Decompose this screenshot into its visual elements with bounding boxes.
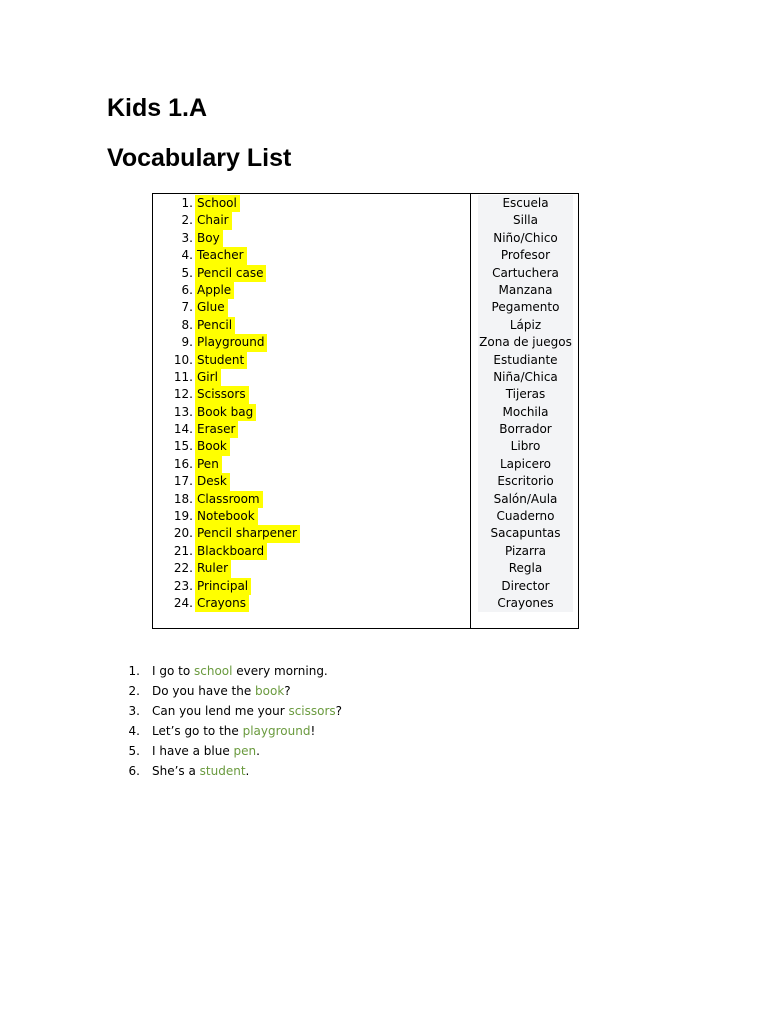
vocab-english-word: Apple — [195, 282, 234, 299]
vocab-number: 3. — [181, 230, 193, 245]
vocab-english-word: Principal — [195, 578, 251, 595]
sentence-highlight-word: pen — [233, 744, 257, 758]
sentence-number: 1. — [128, 664, 140, 678]
sentence-number: 6. — [128, 764, 140, 778]
vocab-row-english — [153, 508, 470, 525]
vocab-english-word: Girl — [195, 369, 221, 386]
vocab-spanish-word: Borrador — [499, 422, 552, 437]
sentence-text-before: Let’s go to the — [152, 724, 243, 738]
vocab-number: 23. — [173, 578, 193, 593]
vocab-english-word: Pen — [195, 456, 222, 473]
sentence-text-before: Can you lend me your — [152, 704, 289, 718]
vocab-spanish-word: Profesor — [500, 248, 551, 263]
vocab-english-word: Scissors — [195, 386, 249, 403]
vocab-spanish-word: Escritorio — [497, 474, 554, 489]
vocab-row-english — [153, 525, 470, 542]
vocab-number: 7. — [181, 300, 193, 315]
vocab-english-word: Chair — [195, 212, 232, 229]
vocab-row-english — [153, 317, 470, 334]
spanish-column — [478, 195, 573, 612]
sentence-highlight-word: student — [199, 764, 246, 778]
vocab-number: 20. — [173, 526, 193, 541]
sentence-item — [118, 681, 342, 701]
vocab-english-word: Crayons — [195, 595, 249, 612]
vocab-row-english — [153, 595, 470, 612]
sentence-item — [118, 701, 342, 721]
vocab-english-word: Pencil case — [195, 265, 266, 282]
vocab-number: 18. — [173, 491, 193, 506]
vocab-spanish-word: Pegamento — [491, 300, 560, 315]
sentence-highlight-word: book — [255, 684, 285, 698]
vocab-row-english — [153, 352, 470, 369]
vocab-english-word: Teacher — [195, 247, 247, 264]
sentence-text-before: I go to — [152, 664, 194, 678]
vocab-row-english — [153, 195, 470, 212]
english-column — [153, 195, 470, 612]
vocab-english-word: Book — [195, 438, 230, 455]
vocab-row-english — [153, 560, 470, 577]
vocabulary-table — [152, 193, 579, 629]
sentence-text-after: every morning. — [232, 664, 328, 678]
vocab-row-english — [153, 212, 470, 229]
page-title: Kids 1.A — [107, 94, 208, 122]
vocab-number: 1. — [181, 196, 193, 210]
sentence-number: 3. — [128, 704, 140, 718]
sentence-number: 4. — [128, 724, 140, 738]
vocab-spanish-word: Mochila — [502, 404, 549, 419]
vocab-number: 17. — [173, 474, 193, 489]
vocab-row-english — [153, 473, 470, 490]
sentence-text-before: Do you have the — [152, 684, 256, 698]
vocab-spanish-word: Manzana — [498, 282, 553, 297]
vocab-spanish-word: Pizarra — [505, 543, 546, 558]
vocab-spanish-word: Cartuchera — [492, 265, 559, 280]
sentence-text-before: She’s a — [152, 764, 200, 778]
sentence-text-before: I have a blue — [152, 744, 234, 758]
sentence-highlight-word: playground — [242, 724, 311, 738]
vocab-english-word: Classroom — [195, 491, 263, 508]
vocab-spanish-word: Niña/Chica — [493, 369, 558, 384]
vocab-number: 6. — [181, 282, 193, 297]
vocab-english-word: Desk — [195, 473, 230, 490]
vocab-row-english — [153, 386, 470, 403]
sentence-item — [118, 721, 342, 741]
vocab-row-english — [153, 299, 470, 316]
vocab-number: 4. — [181, 248, 193, 263]
vocab-number: 13. — [173, 404, 193, 419]
vocab-spanish-word: Crayones — [497, 595, 554, 610]
vocab-row-english — [153, 543, 470, 560]
vocab-row-english — [153, 578, 470, 595]
vocab-english-word: Book bag — [195, 404, 256, 421]
vocab-english-word: Boy — [195, 230, 223, 247]
vocab-english-word: Playground — [195, 334, 267, 351]
sentence-number: 2. — [128, 684, 140, 698]
sentence-item — [118, 741, 342, 761]
vocab-row-english — [153, 369, 470, 386]
vocab-row-english — [153, 265, 470, 282]
vocab-number: 21. — [173, 543, 193, 558]
vocab-row-english — [153, 334, 470, 351]
vocab-spanish-word: Escuela — [502, 196, 549, 210]
vocab-number: 12. — [173, 387, 193, 402]
sentence-text-after: ! — [310, 724, 316, 738]
vocab-number: 22. — [173, 561, 193, 576]
vocab-english-word: Notebook — [195, 508, 258, 525]
sentence-text-after: ? — [284, 684, 291, 698]
vocab-english-word: Eraser — [195, 421, 238, 438]
vocab-spanish-word: Salón/Aula — [493, 491, 558, 506]
vocab-row-english — [153, 456, 470, 473]
vocab-english-word: Ruler — [195, 560, 231, 577]
sentence-text-after: . — [256, 744, 260, 758]
vocab-number: 5. — [181, 265, 193, 280]
vocab-number: 8. — [181, 317, 193, 332]
column-divider — [470, 194, 471, 628]
sentence-text-after: ? — [335, 704, 343, 718]
sentence-item — [118, 661, 342, 681]
sentence-highlight-word: scissors — [288, 704, 336, 718]
example-sentences-list — [118, 661, 342, 781]
vocab-number: 16. — [173, 456, 193, 471]
vocab-english-word: School — [195, 195, 240, 212]
vocab-spanish-word: Estudiante — [493, 352, 558, 367]
vocab-spanish-word: Cuaderno — [496, 509, 555, 524]
vocab-spanish-word: Niño/Chico — [493, 230, 558, 245]
vocab-row-english — [153, 404, 470, 421]
vocab-row-english — [153, 282, 470, 299]
vocab-number: 2. — [181, 213, 193, 228]
sentence-number: 5. — [128, 744, 140, 758]
vocab-row-english — [153, 421, 470, 438]
vocab-number: 10. — [173, 352, 193, 367]
vocab-english-word: Glue — [195, 299, 228, 316]
vocab-english-word: Blackboard — [195, 543, 267, 560]
sentence-highlight-word: school — [194, 664, 233, 678]
vocab-english-word: Student — [195, 352, 247, 369]
vocab-spanish-word: Libro — [510, 439, 541, 454]
vocab-spanish-word: Silla — [513, 213, 538, 228]
vocab-english-word: Pencil — [195, 317, 235, 334]
vocab-spanish-word: Lápiz — [509, 317, 542, 332]
vocab-number: 9. — [181, 335, 193, 350]
vocab-spanish-word: Lapicero — [500, 456, 551, 471]
sentence-text-after: . — [245, 764, 250, 778]
vocab-spanish-word: Tijeras — [505, 387, 546, 402]
vocab-row-english — [153, 230, 470, 247]
vocab-spanish-word: Regla — [508, 561, 543, 576]
vocab-spanish-word: Zona de juegos — [479, 335, 572, 350]
vocab-number: 15. — [173, 439, 193, 454]
vocab-number: 11. — [173, 369, 193, 384]
vocab-number: 24. — [173, 595, 193, 610]
vocab-row-english — [153, 247, 470, 264]
vocab-number: 19. — [173, 509, 193, 524]
vocab-english-word: Pencil sharpener — [195, 525, 300, 542]
page-subtitle: Vocabulary List — [107, 144, 292, 172]
vocab-row-english — [153, 438, 470, 455]
vocab-row-english — [153, 491, 470, 508]
vocab-spanish-word: Director — [501, 578, 550, 593]
vocab-spanish-word: Sacapuntas — [490, 526, 561, 541]
vocab-number: 14. — [173, 422, 193, 437]
sentence-item — [118, 761, 342, 781]
